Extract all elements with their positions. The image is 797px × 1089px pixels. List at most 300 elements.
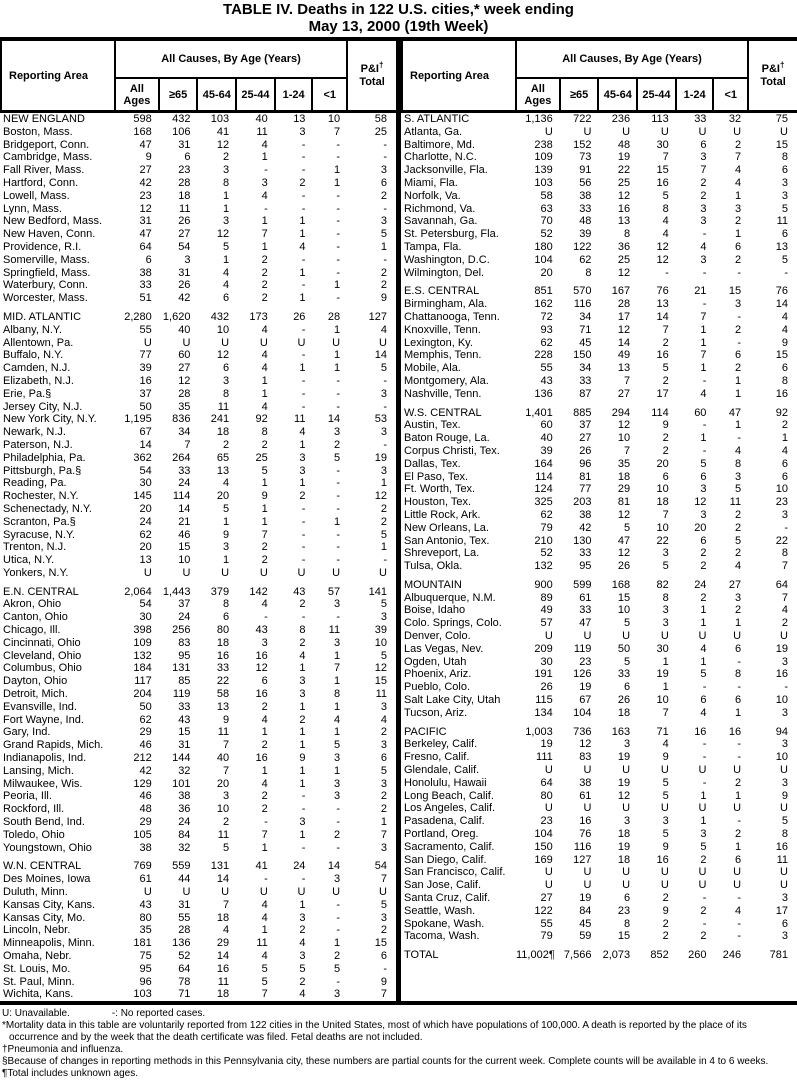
value-cell: U — [583, 125, 592, 138]
reporting-area-cell: Baltimore, Md. — [404, 138, 475, 151]
value-cell: 5 — [700, 457, 707, 470]
value-cell: 164 — [534, 457, 553, 470]
value-cell: 104 — [534, 828, 553, 841]
value-cell: 7 — [623, 374, 631, 387]
value-cell: 1 — [734, 374, 742, 387]
value-cell: 3 — [222, 374, 230, 387]
value-cell: U — [297, 886, 306, 899]
reporting-area-cell: Jacksonville, Fla. — [404, 164, 488, 177]
value-cell: 7 — [333, 662, 341, 675]
value-cell: 180 — [534, 240, 553, 253]
reporting-area-cell: Dallas, Tex. — [404, 457, 461, 470]
col-header-45-64: 45-64 — [598, 78, 637, 112]
value-cell: 62 — [540, 508, 553, 521]
footnote-total-unknown: ¶Total includes unknown ages. — [2, 1068, 139, 1080]
value-cell: 1 — [299, 438, 306, 451]
value-cell: U — [733, 125, 742, 138]
value-cell: 43 — [540, 374, 553, 387]
value-cell: 29 — [139, 816, 152, 829]
value-cell: 11 — [217, 726, 230, 739]
value-cell: U — [622, 866, 631, 879]
table-row — [402, 298, 797, 311]
value-cell: 14 — [617, 336, 631, 349]
value-cell: 19 — [579, 681, 592, 694]
value-cell: 2 — [700, 591, 707, 604]
value-cell: 50 — [617, 642, 631, 655]
value-cell: 19 — [617, 151, 631, 164]
value-cell: 4 — [299, 426, 306, 439]
value-cell: 81 — [579, 470, 592, 483]
value-cell: 49 — [617, 349, 631, 362]
reporting-area-cell: Jersey City, N.J. — [3, 400, 83, 413]
value-cell: 236 — [611, 113, 631, 125]
value-cell: 1,195 — [124, 413, 152, 426]
reporting-area-cell: Savannah, Ga. — [404, 215, 478, 228]
value-cell: 3 — [623, 815, 631, 828]
reporting-area-cell: Lowell, Mass. — [3, 189, 70, 202]
value-cell: 32 — [178, 841, 191, 854]
value-cell: 9 — [662, 751, 669, 764]
value-cell: 7 — [700, 164, 707, 177]
reporting-area-cell: PACIFIC — [404, 725, 447, 738]
value-cell: 1 — [700, 323, 707, 336]
value-cell: 10 — [656, 521, 669, 534]
value-cell: 2 — [261, 790, 268, 803]
value-cell: 2 — [700, 176, 707, 189]
value-cell: 19 — [617, 776, 631, 789]
reporting-area-cell: Birmingham, Ala. — [404, 298, 488, 311]
value-cell: U — [622, 764, 631, 777]
reporting-area-cell: Rochester, N.Y. — [3, 490, 79, 503]
table-row — [1, 413, 396, 426]
value-cell: 24 — [694, 578, 707, 591]
value-cell: 62 — [579, 253, 592, 266]
value-cell: 3 — [333, 426, 341, 439]
value-cell: 47 — [579, 617, 592, 630]
value-cell: 15 — [617, 930, 631, 943]
value-cell: U — [182, 886, 191, 899]
value-cell: U — [660, 802, 669, 815]
value-cell: 12 — [374, 662, 387, 675]
value-cell: 3 — [662, 617, 669, 630]
value-cell: 12 — [255, 662, 268, 675]
value-cell: 7 — [781, 560, 788, 573]
value-cell: 42 — [139, 176, 152, 189]
value-cell: 2 — [261, 700, 268, 713]
value-cell: 150 — [573, 349, 592, 362]
value-cell: 2 — [700, 904, 707, 917]
value-cell: 76 — [656, 285, 669, 298]
value-cell: U — [544, 764, 553, 777]
value-cell: 5 — [700, 840, 707, 853]
value-cell: 41 — [216, 125, 230, 138]
reporting-area-cell: Hartford, Conn. — [3, 176, 79, 189]
value-cell: 6 — [734, 349, 742, 362]
value-cell: 8 — [734, 457, 742, 470]
value-cell: 163 — [611, 725, 631, 738]
value-cell: 136 — [534, 387, 553, 400]
col-header-45-64: 45-64 — [197, 78, 236, 112]
reporting-area-cell: Trenton, N.J. — [3, 541, 67, 554]
table-row — [1, 637, 396, 650]
value-cell: - — [301, 349, 306, 362]
value-cell: 212 — [133, 752, 152, 765]
value-cell: 15 — [775, 349, 788, 362]
value-cell: 31 — [178, 739, 191, 752]
value-cell: - — [336, 253, 341, 266]
value-cell: 14 — [327, 413, 341, 426]
value-cell: 25 — [617, 253, 631, 266]
table-row — [1, 675, 396, 688]
value-cell: - — [301, 374, 306, 387]
value-cell: 4 — [662, 738, 669, 751]
value-cell: 3 — [781, 738, 788, 751]
pi-total-header: P&I† Total — [748, 41, 797, 112]
reporting-area-cell: Yonkers, N.Y. — [3, 566, 69, 579]
value-cell: 1 — [222, 554, 230, 567]
table-row — [1, 279, 396, 292]
value-cell: 1,401 — [525, 406, 553, 419]
value-cell: U — [733, 802, 742, 815]
value-cell: - — [336, 374, 341, 387]
value-cell: 37 — [178, 598, 191, 611]
value-cell: 2 — [299, 713, 306, 726]
value-cell: 3 — [700, 508, 707, 521]
table-row — [1, 151, 396, 164]
value-cell: 131 — [172, 662, 191, 675]
value-cell: 130 — [573, 534, 592, 547]
value-cell: U — [544, 125, 553, 138]
value-cell: 3 — [261, 636, 268, 649]
value-cell: 2 — [333, 438, 341, 451]
value-cell: 7 — [700, 310, 707, 323]
value-cell: 12 — [617, 323, 631, 336]
value-cell: 4 — [380, 713, 387, 726]
value-cell: 35 — [617, 457, 631, 470]
value-cell: 11 — [217, 828, 230, 841]
value-cell: 3 — [380, 164, 387, 177]
value-cell: 104 — [534, 253, 553, 266]
value-cell: 9 — [299, 752, 306, 765]
value-cell: 16 — [656, 853, 669, 866]
value-cell: - — [301, 873, 306, 886]
value-cell: 9 — [781, 336, 788, 349]
value-cell: - — [383, 554, 387, 567]
value-cell: 10 — [178, 554, 191, 567]
value-cell: 3 — [700, 151, 707, 164]
value-cell: 22 — [656, 534, 669, 547]
reporting-area-cell: S. ATLANTIC — [404, 113, 470, 125]
value-cell: 2 — [299, 490, 306, 503]
value-cell: 80 — [139, 911, 152, 924]
value-cell: 4 — [299, 649, 306, 662]
value-cell: 781 — [769, 949, 788, 962]
value-cell: 5 — [700, 668, 707, 681]
value-cell: 33 — [579, 202, 592, 215]
table-row — [402, 151, 797, 164]
value-cell: - — [301, 611, 306, 624]
table-row — [1, 190, 396, 203]
reporting-area-cell: Fall River, Mass. — [3, 164, 85, 177]
value-cell: 20 — [694, 521, 707, 534]
value-cell: 4 — [700, 240, 707, 253]
value-cell: - — [784, 681, 788, 694]
value-cell: 20 — [540, 266, 553, 279]
table-row — [1, 349, 396, 362]
reporting-area-cell: Portland, Oreg. — [404, 828, 479, 841]
value-cell: 599 — [573, 578, 592, 591]
value-cell: 325 — [534, 496, 553, 509]
value-cell: 23 — [579, 655, 592, 668]
value-cell: 5 — [299, 962, 306, 975]
value-cell: 7,566 — [563, 949, 592, 962]
value-cell: - — [784, 521, 788, 534]
value-cell: 62 — [139, 713, 152, 726]
value-cell: 16 — [775, 668, 788, 681]
value-cell: 65 — [216, 451, 230, 464]
value-cell: 5 — [623, 617, 631, 630]
reporting-area-cell: Newark, N.J. — [3, 426, 66, 439]
value-cell: - — [383, 374, 387, 387]
value-cell: 12 — [617, 547, 631, 560]
value-cell: 122 — [573, 240, 592, 253]
reporting-area-cell: Buffalo, N.Y. — [3, 349, 64, 362]
value-cell: 3 — [380, 387, 387, 400]
value-cell: 113 — [651, 113, 669, 125]
reporting-area-cell: NEW ENGLAND — [3, 113, 85, 125]
value-cell: 1 — [261, 151, 268, 164]
value-cell: - — [336, 387, 341, 400]
value-cell: 9 — [380, 292, 387, 305]
value-cell: 10 — [656, 694, 669, 707]
value-cell: 1 — [700, 815, 707, 828]
value-cell: - — [383, 151, 387, 164]
value-cell: 2 — [380, 189, 387, 202]
value-cell: U — [379, 566, 387, 579]
value-cell: 19 — [579, 892, 592, 905]
value-cell: 1 — [333, 937, 341, 950]
reporting-area-cell: Charlotte, N.C. — [404, 151, 477, 164]
reporting-area-cell: Glendale, Calif. — [404, 764, 480, 777]
value-cell: 5 — [380, 898, 387, 911]
value-cell: U — [698, 802, 707, 815]
value-cell: 12 — [617, 508, 631, 521]
table-row — [402, 547, 797, 560]
value-cell: 132 — [133, 649, 152, 662]
table-row — [402, 854, 797, 867]
value-cell: - — [737, 266, 742, 279]
value-cell: 11 — [217, 975, 230, 988]
table-row — [1, 598, 396, 611]
value-cell: 4 — [734, 164, 742, 177]
reporting-area-cell: San Antonio, Tex. — [404, 534, 490, 547]
value-cell: U — [622, 630, 631, 643]
table-row — [1, 739, 396, 752]
value-cell: U — [622, 802, 631, 815]
value-cell: 5 — [662, 828, 669, 841]
value-cell: 75 — [775, 113, 788, 125]
reporting-area-cell: Canton, Ohio — [3, 611, 68, 624]
value-cell: 59 — [579, 930, 592, 943]
table-row — [1, 324, 396, 337]
value-cell: - — [336, 924, 341, 937]
value-cell: 30 — [656, 138, 669, 151]
value-cell: 52 — [178, 950, 191, 962]
value-cell: 92 — [255, 413, 268, 426]
table-row — [1, 963, 396, 976]
value-cell: 3 — [333, 988, 341, 1001]
table-row — [402, 126, 797, 139]
value-cell: - — [301, 528, 306, 541]
value-cell: 9 — [662, 904, 669, 917]
value-cell: 1 — [662, 681, 669, 694]
value-cell: 22 — [617, 164, 631, 177]
value-cell: - — [737, 917, 742, 930]
reporting-area-cell: Boise, Idaho — [404, 604, 466, 617]
value-cell: 55 — [139, 323, 152, 336]
value-cell: 3 — [734, 298, 742, 311]
value-cell: 6 — [662, 470, 669, 483]
reporting-area-cell: Boston, Mass. — [3, 125, 73, 138]
value-cell: - — [383, 438, 387, 451]
reporting-area-cell: Camden, N.J. — [3, 362, 71, 375]
value-cell: 38 — [579, 776, 592, 789]
value-cell: 6 — [380, 950, 387, 962]
value-cell: 3 — [781, 508, 788, 521]
value-cell: 10 — [216, 323, 230, 336]
value-cell: U — [660, 866, 669, 879]
value-cell: - — [383, 138, 387, 151]
value-cell: 61 — [579, 591, 592, 604]
value-cell: 8 — [333, 688, 341, 701]
value-cell: 7 — [662, 508, 669, 521]
value-cell: 77 — [579, 483, 592, 496]
reporting-area-cell: San Francisco, Calif. — [404, 866, 506, 879]
value-cell: 3 — [333, 873, 341, 886]
value-cell: 7 — [222, 764, 230, 777]
value-cell: 87 — [579, 387, 592, 400]
value-cell: 52 — [540, 228, 553, 241]
value-cell: 2 — [222, 438, 230, 451]
value-cell: 5 — [380, 764, 387, 777]
value-cell: 139 — [534, 164, 553, 177]
value-cell: 1,003 — [525, 725, 553, 738]
value-cell: 11 — [256, 125, 268, 138]
value-cell: 95 — [139, 962, 152, 975]
reporting-area-cell: Toledo, Ohio — [3, 828, 65, 841]
table-row — [1, 701, 396, 714]
value-cell: 6 — [734, 694, 742, 707]
value-cell: 12 — [178, 374, 191, 387]
value-cell: 16 — [579, 815, 592, 828]
reporting-area-cell: Santa Cruz, Calif. — [404, 892, 491, 905]
value-cell: 76 — [775, 285, 788, 298]
reporting-area-cell: Columbus, Ohio — [3, 662, 82, 675]
value-cell: - — [336, 240, 341, 253]
table-row — [402, 579, 797, 592]
reporting-area-cell: St. Petersburg, Fla. — [404, 228, 499, 241]
value-cell: - — [301, 502, 306, 515]
value-cell: 39 — [139, 362, 152, 375]
value-cell: 18 — [617, 853, 631, 866]
value-cell: 61 — [579, 789, 592, 802]
value-cell: 5 — [333, 451, 341, 464]
value-cell: 1 — [700, 432, 707, 445]
reporting-area-cell: Reading, Pa. — [3, 477, 67, 490]
value-cell: 67 — [139, 426, 152, 439]
value-cell: U — [583, 764, 592, 777]
value-cell: 5 — [380, 598, 387, 611]
value-cell: 2 — [261, 554, 268, 567]
value-cell: - — [702, 776, 707, 789]
table-row — [1, 860, 396, 873]
value-cell: U — [780, 630, 788, 643]
value-cell: 836 — [172, 413, 191, 426]
value-cell: - — [336, 266, 341, 279]
value-cell: 1 — [299, 764, 306, 777]
value-cell: 4 — [380, 323, 387, 336]
value-cell: 1 — [380, 541, 387, 554]
value-cell: 62 — [540, 336, 553, 349]
value-cell: 28 — [178, 924, 191, 937]
value-cell: U — [544, 630, 553, 643]
table-row — [402, 866, 797, 879]
value-cell: 2 — [299, 598, 306, 611]
value-cell: 55 — [178, 911, 191, 924]
value-cell: 2 — [380, 502, 387, 515]
table-row — [1, 988, 396, 1001]
value-cell: 27 — [617, 387, 631, 400]
value-cell: 8 — [623, 917, 631, 930]
value-cell: 29 — [139, 726, 152, 739]
value-cell: 41 — [255, 860, 268, 873]
table-row — [1, 401, 396, 414]
value-cell: - — [336, 138, 341, 151]
value-cell: 4 — [299, 240, 306, 253]
value-cell: 104 — [573, 706, 592, 719]
value-cell: - — [264, 816, 268, 829]
left-table-header — [1, 41, 396, 112]
value-cell: 43 — [255, 624, 268, 637]
value-cell: U — [297, 566, 306, 579]
value-cell: 722 — [573, 113, 592, 125]
value-cell: U — [143, 336, 152, 349]
value-cell: 11,002¶ — [516, 949, 555, 962]
value-cell: 14 — [139, 438, 152, 451]
reporting-area-cell: MID. ATLANTIC — [3, 310, 82, 323]
reporting-area-cell: Evansville, Ind. — [3, 700, 77, 713]
value-cell: - — [264, 611, 268, 624]
col-header-25-44: 25-44 — [637, 78, 676, 112]
value-cell: U — [733, 630, 742, 643]
table-row — [1, 752, 396, 765]
value-cell: 1 — [700, 655, 707, 668]
value-cell: 75 — [139, 950, 152, 962]
table-row — [402, 681, 797, 694]
value-cell: 142 — [249, 585, 268, 598]
table-row — [402, 918, 797, 931]
value-cell: 13 — [216, 700, 230, 713]
value-cell: 33 — [579, 604, 592, 617]
value-cell: 16 — [775, 840, 788, 853]
value-cell: 4 — [662, 228, 669, 241]
value-cell: 14 — [216, 873, 230, 886]
footnotes — [0, 1005, 797, 1080]
value-cell: 78 — [178, 975, 191, 988]
value-cell: 3 — [222, 790, 230, 803]
value-cell: 204 — [133, 688, 152, 701]
value-cell: 3 — [380, 700, 387, 713]
